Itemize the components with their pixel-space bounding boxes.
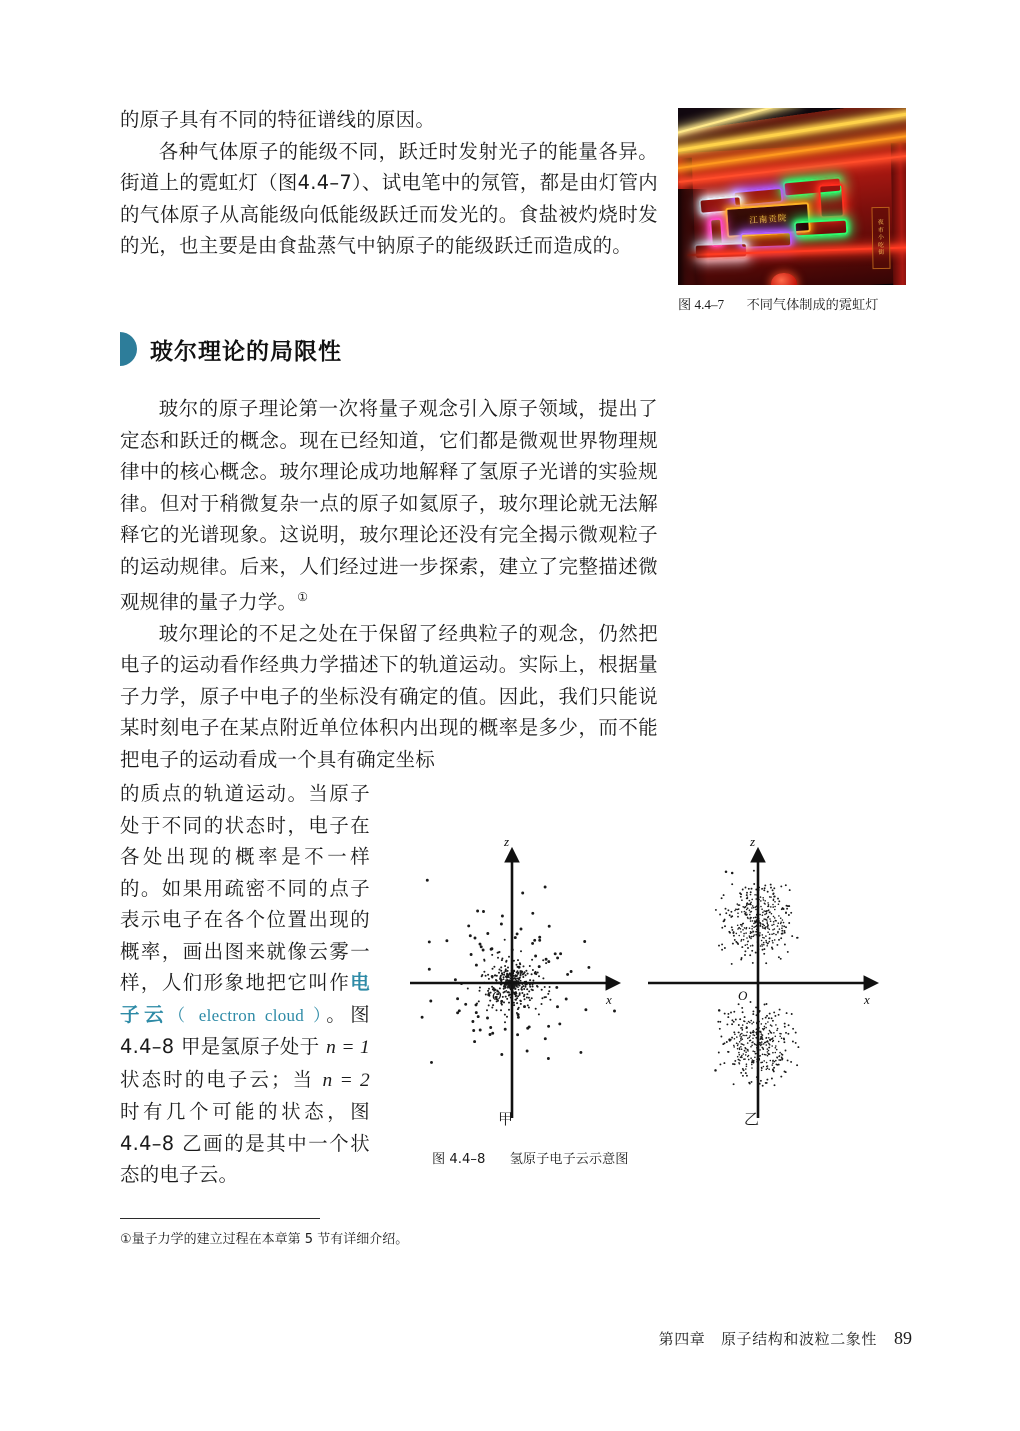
paragraph-neon-lamps: 各种气体原子的能级不同，跃迁时发射光子的能量各异。街道上的霓虹灯（图4.4–7）、试电笔中的氖管，都是由灯管内的气体原子从高能级向低能级跃迁而发光的。食盐被灼烧时发的光，也主要是由食盐蒸气中钠原子的能级跃迁而造成的。 (120, 139, 658, 257)
footnote-marker: ① (120, 1232, 132, 1247)
electron-cloud-text-part2a: 。图 4.4–8 甲是氢原子处于 (120, 1002, 370, 1058)
figure-447-caption (678, 294, 938, 313)
figure-448-diagram (400, 828, 900, 1128)
neon-tube-green (794, 218, 849, 237)
middle-paragraph-block (120, 393, 658, 775)
math-n-equals-2: n = 2 (322, 1069, 370, 1091)
figure-447-photo-wrapper (678, 108, 906, 285)
pillar-right (891, 143, 906, 285)
paragraph-continuation: 的原子具有不同的特征谱线的原因。 (120, 108, 436, 131)
vertical-sign-char: 市 (877, 226, 885, 234)
signboard-char: 江 (748, 215, 759, 227)
signboard-char: 院 (777, 213, 787, 225)
figure-448-caption-text: 氢原子电子云示意图 (509, 1152, 629, 1167)
paragraph-electron-cloud (120, 778, 370, 1191)
electron-cloud-text-part1: 的质点的轨道运动。当原子处于不同的状态时，电子在各处出现的概率是不一样的。如果用疏密不同的点子表示电子在各个位置出现的概率，画出图来就像云雾一样，人们形象地把它叫作 (120, 782, 370, 994)
footnote-divider (120, 1218, 320, 1219)
electron-cloud-1s-points (421, 879, 616, 1064)
vertical-sign-char: 小 (877, 234, 885, 242)
term-electron-cloud-cn: 电子云 (120, 971, 370, 1026)
origin-label-jia: O (492, 988, 502, 1003)
origin-label-yi: O (738, 988, 748, 1003)
narrow-paragraph-block (120, 778, 370, 1191)
figure-448-sublabel-jia: 甲 (498, 1110, 514, 1128)
figure-448-caption (432, 1148, 628, 1167)
x-axis-label-yi: x (864, 992, 870, 1007)
paragraph-bohr-quantum (120, 393, 658, 618)
signboard-char: 贡 (767, 214, 778, 225)
signboard-char: 南 (758, 214, 768, 226)
z-axis-label-jia: z (504, 834, 510, 849)
neon-tube-red (818, 183, 844, 218)
page-footer (0, 1328, 1020, 1349)
page-number: 89 (894, 1328, 912, 1348)
panel-yi (648, 834, 876, 1118)
photo-shadow-overlay (678, 189, 708, 285)
figure-448-sublabel-yi: 乙 (744, 1110, 760, 1128)
electron-cloud-text-part2c: 时有几个可能的状态，图 4.4–8 乙画的是其中一个状态的电子云。 (120, 1100, 370, 1186)
footnote (120, 1230, 408, 1250)
vertical-sign-char: 街 (878, 249, 885, 257)
paragraph-bohr-quantum-text: 玻尔的原子理论第一次将量子观念引入原子领域，提出了定态和跃迁的概念。现在已经知道，它们都是微观世界物理规律中的核心概念。玻尔理论成功地解释了氢原子光谱的实验规律。但对于稍微复杂一点的原子如氦原子，玻尔理论就无法解释它的光谱现象。这说明，玻尔理论还没有完全揭示微观粒子的运动规律。后来，人们经过进一步探索，建立了完整描述微观规律的量子力学。 (120, 397, 658, 614)
top-paragraph-block (120, 104, 658, 262)
vertical-sign-char: 吃 (878, 241, 885, 249)
vertical-sign-char: 夜 (877, 219, 884, 227)
vertical-signboard (872, 207, 891, 269)
electron-cloud-text-part2b: 状态时的电子云；当 (120, 1067, 323, 1091)
figure-447-number: 图 4.4–7 (678, 297, 725, 312)
footnote-reference-mark: ① (297, 590, 309, 604)
footnote-text: 量子力学的建立过程在本章第 5 节有详细介绍。 (131, 1232, 409, 1247)
math-n-equals-1: n = 1 (326, 1037, 370, 1058)
term-electron-cloud-en: （ electron cloud ） (168, 1005, 327, 1025)
footer-chapter-title: 第四章 原子结构和波粒二象性 (658, 1330, 877, 1348)
z-axis-label-yi: z (750, 834, 756, 849)
panel-jia (410, 834, 618, 1118)
neon-gateway-photo (678, 108, 906, 285)
section-heading-text: 玻尔理论的局限性 (150, 338, 342, 365)
half-disc-bullet-icon (120, 332, 137, 366)
x-axis-label-jia: x (606, 992, 612, 1007)
section-heading (120, 332, 342, 366)
figure-448-number: 图 4.4–8 (432, 1152, 486, 1167)
figure-447-caption-text: 不同气体制成的霓虹灯 (746, 298, 879, 313)
paragraph-bohr-limits: 玻尔理论的不足之处在于保留了经典粒子的观念，仍然把电子的运动看作经典力学描述下的轨道运动。实际上，根据量子力学，原子中电子的坐标没有确定的值。因此，我们只能说某时刻电子在某点附近单位体积内出现的概率是多少，而不能把电子的运动看成一个具有确定坐标 (120, 621, 658, 771)
